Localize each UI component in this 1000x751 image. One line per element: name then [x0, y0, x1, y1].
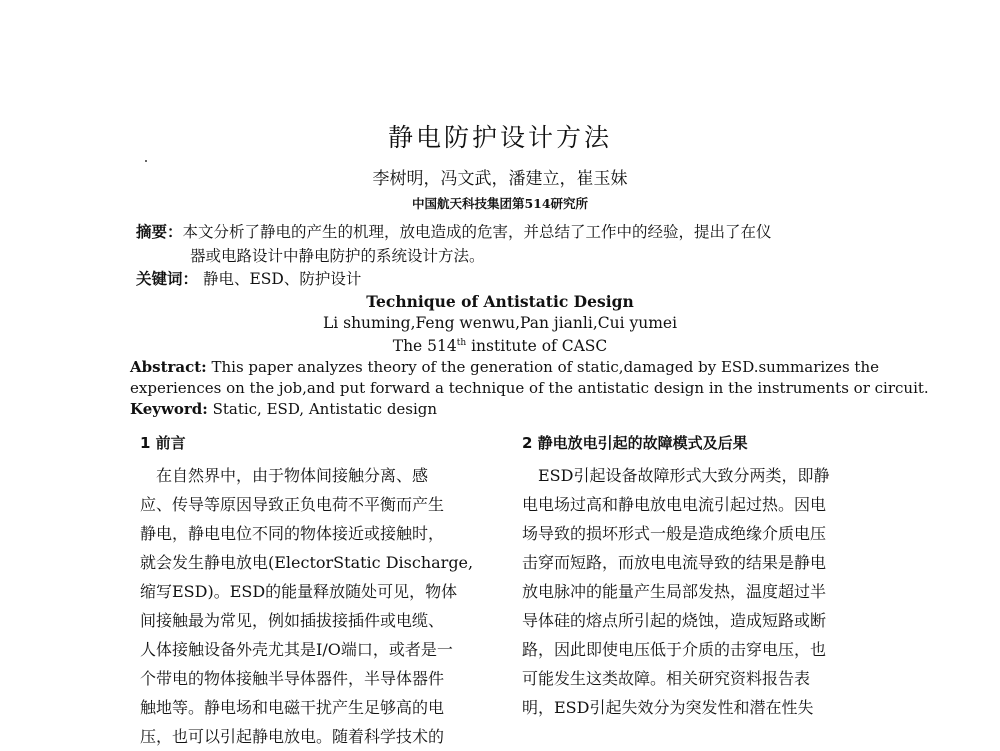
body-line: 触地等。静电场和电磁干扰产生足够高的电 — [140, 698, 445, 717]
body-line: 个带电的物体接触半导体器件，半导体器件 — [140, 669, 445, 688]
section-heading: 2 静电放电引起的故障模式及后果 — [522, 434, 748, 452]
institute-en-pre: The 514 — [392, 337, 457, 355]
abstract-cn — [136, 220, 772, 268]
body-line: 场导致的损坏形式一般是造成绝缘介质电压 — [522, 524, 827, 543]
section-heading: 1 前言 — [140, 434, 186, 452]
section-body — [522, 461, 882, 722]
section-intro — [140, 432, 500, 751]
body-line: 在自然界中，由于物体间接触分离、感 — [140, 466, 429, 485]
body-line: 应、传导等原因导致正负电荷不平衡而产生 — [140, 495, 445, 514]
keywords-cn — [136, 267, 361, 289]
body-line: 明，ESD引起失效分为突发性和潜在性失 — [522, 698, 814, 717]
paper-title-cn: 静电防护设计方法 — [387, 123, 612, 152]
keywords-en-label: Keyword: — [130, 400, 208, 418]
body-line: 间接触最为常见，例如插拔接插件或电缆、 — [140, 611, 445, 630]
keywords-cn-label: 关键词： — [136, 269, 199, 288]
institute-en — [0, 337, 1000, 355]
body-line: ESD引起设备故障形式大致分两类，即静 — [522, 466, 830, 485]
body-line: 路，因此即使电压低于介质的击穿电压，也 — [522, 640, 827, 659]
body-line: 击穿而短路，而放电电流导致的结果是静电 — [522, 553, 827, 572]
abstract-en-line: experiences on the job,and put forward a technique of the antistatic design in the instruments or circuit. — [130, 379, 929, 397]
body-line: 人体接触设备外壳尤其是I/O端口，或者是一 — [140, 640, 453, 659]
abstract-cn-label: 摘要： — [136, 222, 183, 241]
abstract-cn-line: 本文分析了静电的产生的机理，放电造成的危害，并总结了工作中的经验，提出了在仪 — [182, 223, 772, 241]
authors-cn: 李树明，冯文武，潘建立，崔玉妹 — [372, 169, 628, 189]
authors-en: Li shuming,Feng wenwu,Pan jianli,Cui yumei — [322, 314, 678, 332]
section-body — [140, 461, 500, 751]
abstract-en-label: Abstract: — [130, 358, 207, 376]
body-line: 就会发生静电放电(ElectorStatic Discharge, — [140, 553, 474, 572]
abstract-en — [130, 357, 929, 399]
body-line: 电电场过高和静电放电电流引起过热。因电 — [522, 495, 827, 514]
keywords-en-text: Static, ESD, Antistatic design — [207, 400, 438, 418]
keywords-cn-text: 静电、ESD、防护设计 — [202, 270, 362, 288]
abstract-en-line: This paper analyzes theory of the generation of static,damaged by ESD.summarizes the — [206, 358, 879, 376]
body-line: 放电脉冲的能量产生局部发热，温度超过半 — [522, 582, 827, 601]
body-line: 静电，静电电位不同的物体接近或接触时， — [140, 524, 445, 543]
body-line: 缩写ESD)。ESD的能量释放随处可见，物体 — [140, 582, 458, 601]
body-line: 压，也可以引起静电放电。随着科学技术的 — [140, 727, 445, 746]
scan-speck — [145, 160, 147, 162]
institute-en-sup: th — [456, 337, 467, 348]
abstract-cn-line: 器或电路设计中静电防护的系统设计方法。 — [190, 247, 485, 265]
paper-title-en: Technique of Antistatic Design — [366, 292, 634, 311]
keywords-en — [130, 400, 437, 418]
institute-en-post: institute of CASC — [466, 337, 608, 355]
body-line: 可能发生这类故障。相关研究资料报告表 — [522, 669, 811, 688]
section-failure-modes — [522, 432, 882, 722]
body-line: 导体硅的熔点所引起的烧蚀，造成短路或断 — [522, 611, 827, 630]
institute-cn: 中国航天科技集团第514研究所 — [411, 196, 589, 211]
